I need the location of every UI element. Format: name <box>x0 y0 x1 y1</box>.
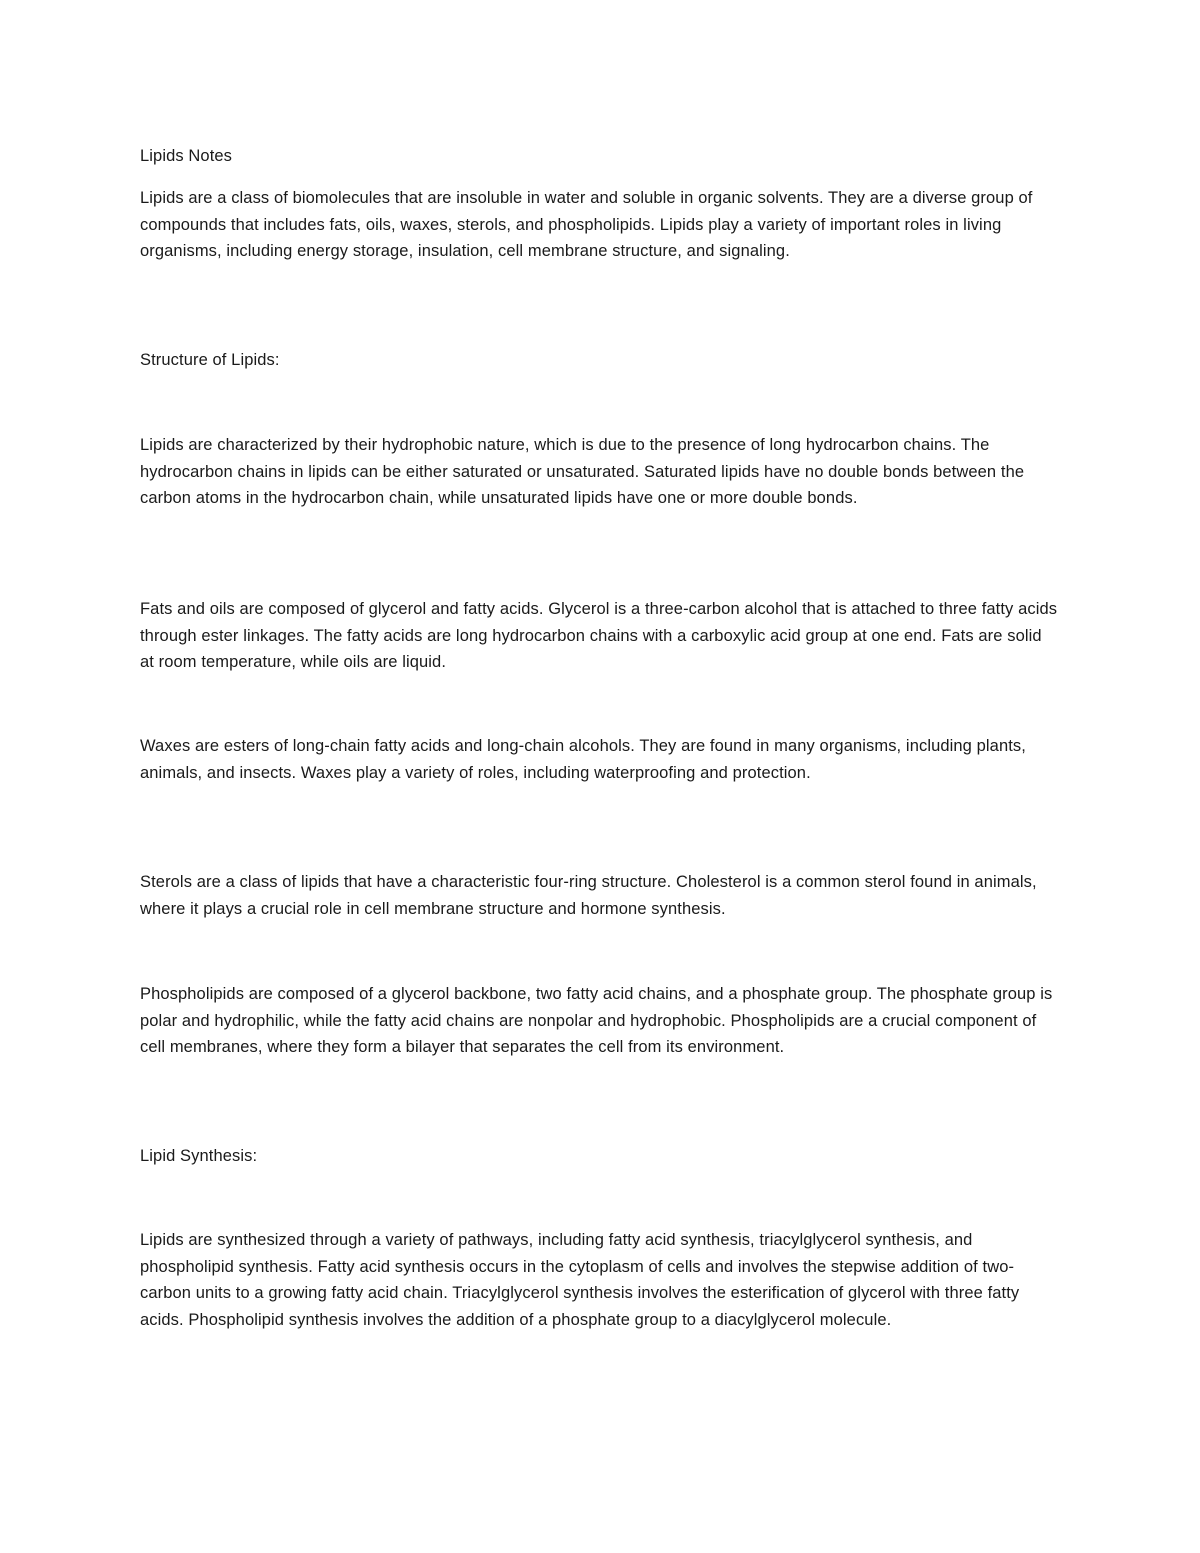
synthesis-heading: Lipid Synthesis: <box>140 1147 258 1165</box>
structure-heading: Structure of Lipids: <box>140 351 280 369</box>
paragraph-fats-and-oils: Fats and oils are composed of glycerol and fatty acids. Glycerol is a three-carbon alcohol that is attached to three fatty acids through ester linkages. The fatty acids are long hydrocarbon chains with a carboxylic acid group at one end. Fats are solid at room temperature, while oils are liquid. <box>140 600 1058 671</box>
document-title: Lipids Notes <box>140 147 232 165</box>
paragraph-hydrophobic-nature: Lipids are characterized by their hydrophobic nature, which is due to the presence of long hydrocarbon chains. The hydrocarbon chains in lipids can be either saturated or unsaturated. Saturated lipids have no double bonds between the carbon atoms in the hydrocarbon chain, while unsaturated lipids have one or more double bonds. <box>140 436 1025 507</box>
paragraph-sterols: Sterols are a class of lipids that have a characteristic four-ring structure. Cholesterol is a common sterol found in animals, where it plays a crucial role in cell membrane structure and hormone synthesis. <box>140 873 1037 918</box>
intro-paragraph: Lipids are a class of biomolecules that are insoluble in water and soluble in organic solvents. They are a diverse group of compounds that includes fats, oils, waxes, sterols, and phospholipids. Lipids play a variety of important roles in living organisms, including energy storage, insulation, cell membrane structure, and signaling. <box>140 189 1033 260</box>
paragraph-lipid-synthesis: Lipids are synthesized through a variety of pathways, including fatty acid synthesis, triacylglycerol synthesis, and phospholipid synthesis. Fatty acid synthesis occurs in the cytoplasm of cells and involves the stepwise addition of two-carbon units to a growing fatty acid chain. Triacylglycerol synthesis involves the esterification of glycerol with three fatty acids. Phospholipid synthesis involves the addition of a phosphate group to a diacylglycerol molecule. <box>140 1231 1020 1329</box>
paragraph-waxes: Waxes are esters of long-chain fatty acids and long-chain alcohols. They are found in many organisms, including plants, animals, and insects. Waxes play a variety of roles, including waterproofing and protection. <box>140 737 1026 782</box>
paragraph-phospholipids: Phospholipids are composed of a glycerol backbone, two fatty acid chains, and a phosphate group. The phosphate group is polar and hydrophilic, while the fatty acid chains are nonpolar and hydrophobic. Phospholipids are a crucial component of cell membranes, where they form a bilayer that separates the cell from its environment. <box>140 985 1053 1056</box>
